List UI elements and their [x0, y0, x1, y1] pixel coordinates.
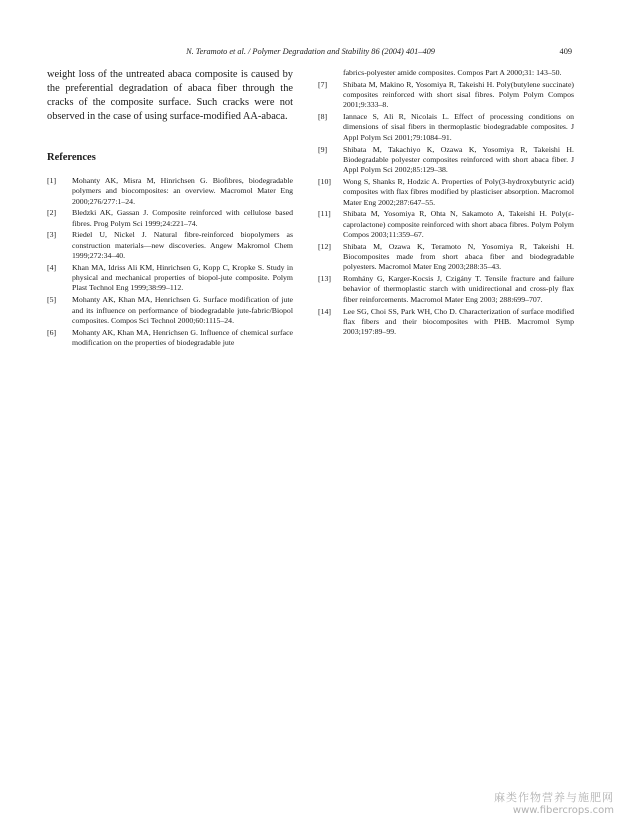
reference-number: [1] — [47, 176, 57, 185]
references-heading: References — [47, 152, 96, 163]
reference-text: Shibata M, Makino R, Yosomiya R, Takeishi H. Poly(butylene succinate) composites reinforced with short sisal fibres. Polym Polym Compos 2001;9:333–8. — [343, 79, 574, 110]
reference-number: [10] — [318, 176, 331, 186]
reference-item — [318, 274, 574, 305]
reference-text: Lee SG, Choi SS, Park WH, Cho D. Characterization of surface modified flax fibers and their biocomposites with PHB. Macromol Symp 2003;197:89–99. — [343, 306, 574, 337]
reference-text: Shibata M, Ozawa K, Teramoto N, Yosomiya R, Takeishi H. Biocomposites made from short abaca fiber and biodegradable polyesters. Macromol Mater Eng 2003;288:35–43. — [343, 241, 574, 272]
reference-number: [9] — [318, 144, 328, 154]
watermark-url: www.fibercrops.com — [512, 805, 614, 816]
references-list-right — [318, 68, 574, 337]
reference-text: Riedel U, Nickel J. Natural fibre-reinforced biopolymers as construction materials—new discoveries. Angew Makromol Chem 1999;272:34–40. — [72, 230, 293, 261]
reference-number: [4] — [47, 262, 57, 272]
reference-text: fabrics-polyester amide composites. Compos Part A 2000;31: 143–50. — [343, 68, 562, 77]
reference-number: [14] — [318, 306, 331, 316]
watermark-chinese-text: 麻类作物营养与施肥网 — [494, 791, 614, 804]
reference-number: [7] — [318, 79, 328, 89]
reference-item — [318, 307, 574, 338]
reference-number: [6] — [47, 327, 57, 337]
reference-text: Mohanty AK, Khan MA, Henrichsen G. Influence of chemical surface modification on the properties of biodegradable jute — [72, 327, 293, 347]
right-column — [318, 68, 574, 339]
reference-number: [12] — [318, 241, 331, 251]
reference-number: [5] — [47, 295, 57, 305]
reference-number: [3] — [47, 230, 57, 240]
body-paragraph: weight loss of the untreated abaca composite is caused by the preferential degradation of abaca fiber through the cracks of the composite surface. Such cracks were not observed in the case of using surface-modified AA-abaca. — [47, 69, 293, 122]
reference-item — [47, 328, 293, 349]
reference-item — [47, 295, 293, 326]
reference-item — [318, 209, 574, 240]
reference-text: Romhány G, Karger-Kocsis J, Czigány T. Tensile fracture and failure behavior of thermoplastic starch with unidirectional and cross-ply flax fiber reinforcements. Macromol Mater Eng 2003; 288:699–707. — [343, 274, 574, 304]
reference-number: [2] — [47, 208, 57, 218]
reference-text: Shibata M, Yosomiya R, Ohta N, Sakamoto A, Takeishi H. Poly(ε-caprolactone) composite reinforced with short abaca fibres. Polym Polym Compos 2003;11:359–67. — [343, 209, 574, 239]
reference-text: Mohanty AK, Misra M, Hinrichsen G. Biofibres, biodegradable polymers and biocomposites: an overview. Macromol Mater Eng 2000;276/277:1–24. — [72, 176, 293, 206]
reference-item — [318, 80, 574, 111]
reference-text: Khan MA, Idriss Ali KM, Hinrichsen G, Kopp C, Kropke S. Study in physical and mechanical properties of biopol-jute composite. Polym Plast Technol Eng 1999;38:99–112. — [72, 262, 293, 293]
references-list-left — [47, 176, 293, 348]
reference-text: Iannace S, Ali R, Nicolais L. Effect of processing conditions on dimensions of sisal fibers in thermoplastic biodegradable composites. J Appl Polym Sci 2001;79:1084–91. — [343, 112, 574, 142]
left-column — [47, 68, 293, 350]
reference-item — [318, 112, 574, 143]
reference-number: [11] — [318, 209, 331, 219]
reference-item — [318, 242, 574, 273]
reference-item — [318, 145, 574, 176]
page-number: 409 — [559, 47, 572, 56]
reference-text: Mohanty AK, Khan MA, Henrichsen G. Surface modification of jute and its influence on performance of biodegradable jute-fabric/Biopol composites. Compos Sci Technol 2000;60:1115–24. — [72, 295, 293, 325]
reference-continuation — [318, 68, 574, 78]
reference-item — [47, 208, 293, 229]
reference-item — [318, 177, 574, 208]
reference-text: Bledzki AK, Gassan J. Composite reinforced with cellulose based fibres. Prog Polym Sci 1999;24:221–74. — [72, 208, 293, 228]
reference-number: [13] — [318, 274, 331, 284]
reference-item — [47, 176, 293, 207]
running-head: N. Teramoto et al. / Polymer Degradation and Stability 86 (2004) 401–409 — [186, 47, 435, 56]
reference-text: Wong S, Shanks R, Hodzic A. Properties of Poly(3-hydroxybutyric acid) composites with flax fibres modified by plasticiser absorption. Macromol Mater Eng 2002;287:647–55. — [343, 176, 574, 207]
site-watermark — [494, 789, 614, 816]
reference-item — [47, 230, 293, 261]
reference-text: Shibata M, Takachiyo K, Ozawa K, Yosomiya R, Takeishi H. Biodegradable polyester composites reinforced with short abaca fiber. J Appl Polym Sci 2002;85:129–38. — [343, 144, 574, 175]
reference-item — [47, 263, 293, 294]
reference-number: [8] — [318, 112, 328, 122]
